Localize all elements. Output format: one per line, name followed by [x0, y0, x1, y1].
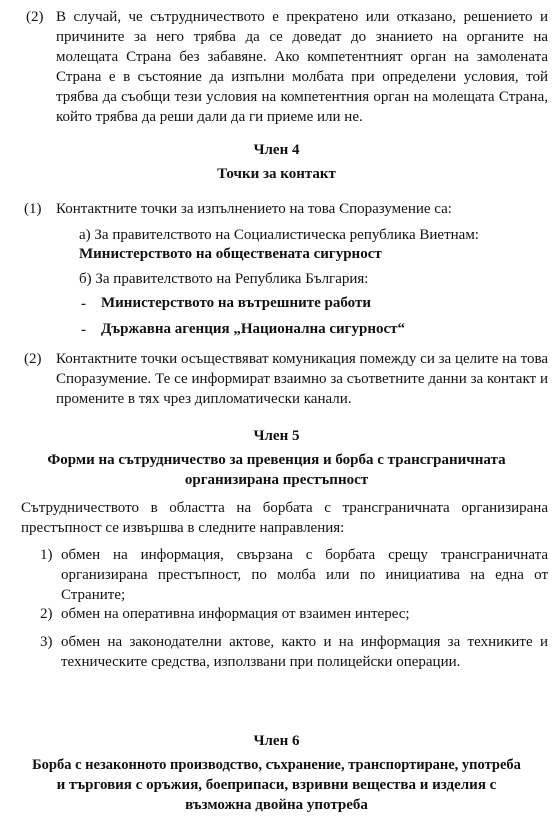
clause-number: (2) [26, 9, 44, 25]
list-subitem: Държавна агенция „Национална сигурност“ [101, 321, 405, 337]
article-5-title: Член 5 [253, 428, 300, 444]
article-6-title: Член 6 [253, 733, 300, 749]
list-number: 2) [40, 606, 53, 622]
list-subitem: Министерството на вътрешните работи [101, 295, 371, 311]
article-6-subtitle-line1: Борба с незаконното производство, съхранение, транспортиране, употреба [32, 757, 521, 773]
list-item-b: б) За правителството на Република България: [79, 271, 369, 287]
clause-text: Контактните точки осъществяват комуникация помежду си за целите на това Споразумение. Те се информират взаимно за съответните данни за контакт и промените в тях чрез дипломатически канали. [56, 351, 548, 407]
bullet-dash: - [81, 322, 86, 338]
clause-number: (1) [24, 201, 42, 217]
clause-text: Контактните точки за изпълнението на това Споразумение са: [56, 201, 452, 217]
list-item: обмен на оперативна информация от взаимен интерес; [61, 606, 410, 622]
list-number: 1) [40, 547, 53, 563]
list-item: обмен на законодателни актове, както и на информация за техниките и техническите средства, използвани при полицейски операции. [61, 634, 548, 670]
article-5-subtitle-line1: Форми на сътрудничество за превенция и борба с трансграничната [47, 452, 506, 468]
article-5-intro: Сътрудничеството в областта на борбата с трансграничната организирана престъпност се извършва в следните направления: [21, 500, 548, 536]
article-6-subtitle-line3: възможна двойна употреба [185, 797, 368, 813]
list-item-a: а) За правителството на Социалистическа република Виетнам: [79, 227, 479, 243]
list-item: обмен на информация, свързана с борбата срещу трансграничната организирана престъпност, по молба или по инициатива на една от Страните; [61, 547, 548, 603]
clause-text: В случай, че сътрудничеството е прекратено или отказано, решението и причините за него трябва да се доведат до знанието на органите на молещата Страна без забавяне. Ако компетентният орган на замолената Страна е в състояние да изпълни молбата при определени условия, той трябва да съобщи тези условия на компетентния орган на молещата Страна, който трябва да реши дали да ги приеме или не. [56, 9, 548, 125]
article-5-subtitle-line2: организирана престъпност [184, 472, 369, 488]
list-number: 3) [40, 634, 53, 650]
bullet-dash: - [81, 296, 86, 312]
article-4-subtitle: Точки за контакт [217, 166, 336, 182]
clause-number: (2) [24, 351, 42, 367]
list-item-a-bold: Министерството на обществената сигурност [79, 246, 382, 262]
article-6-subtitle-line2: и търговия с оръжия, боеприпаси, взривни вещества и изделия с [56, 777, 497, 793]
article-4-title: Член 4 [253, 142, 300, 158]
